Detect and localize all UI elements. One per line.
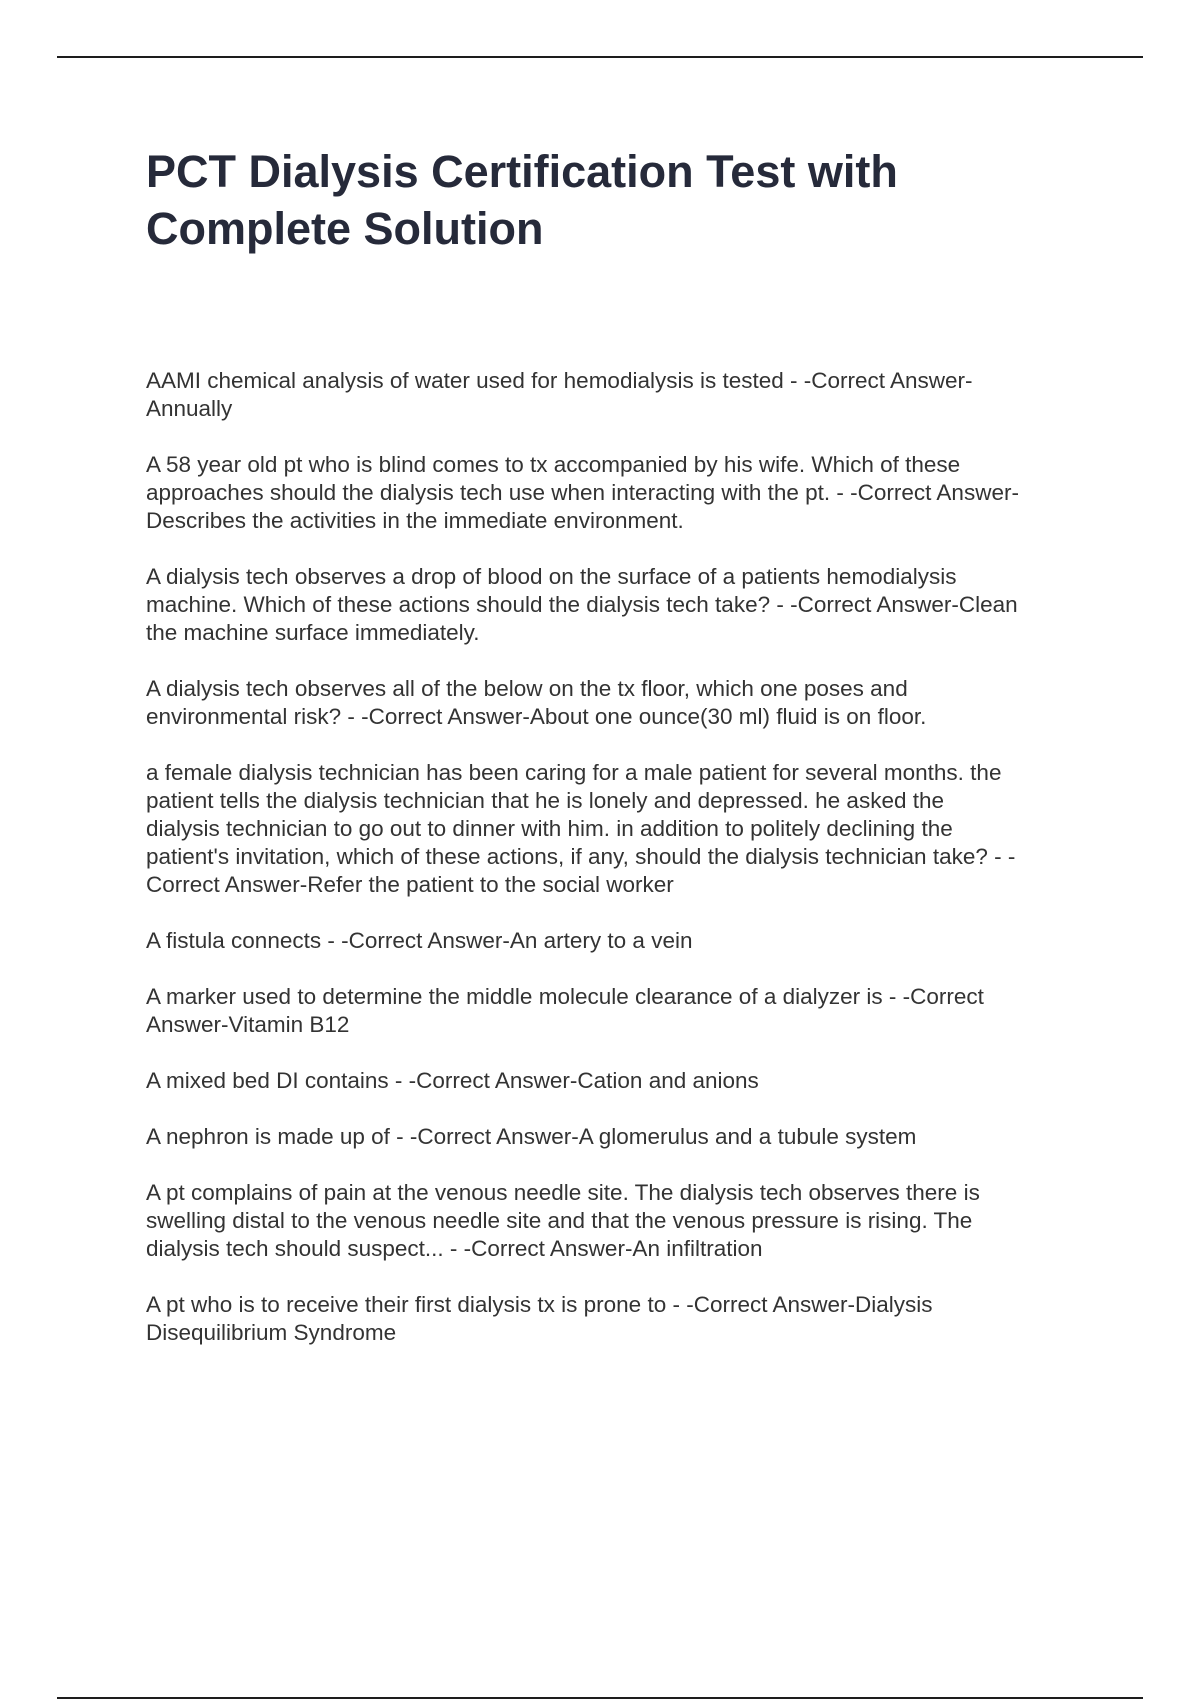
qa-item: AAMI chemical analysis of water used for hemodialysis is tested - -Correct Answer- Annually (146, 368, 973, 421)
qa-item: A dialysis tech observes all of the below on the tx floor, which one poses and environmental risk? - -Correct Answer-About one ounce(30 ml) fluid is on floor. (146, 676, 927, 729)
qa-item: A pt complains of pain at the venous needle site. The dialysis tech observes there is swelling distal to the venous needle site and that the venous pressure is rising. The dialysis tech should suspect... - -Correct Answer-An infiltration (146, 1180, 980, 1261)
qa-item: a female dialysis technician has been caring for a male patient for several months. the patient tells the dialysis technician that he is lonely and depressed. he asked the dialysis technician to go out to dinner with him. in addition to politely declining the patient's invitation, which of these actions, if any, should the dialysis technician take? - - Correct Answer-Refer the patient to the social worker (146, 760, 1016, 897)
bottom-rule (57, 1697, 1143, 1699)
document-title: PCT Dialysis Certification Test with Complete Solution (146, 146, 898, 254)
qa-item: A fistula connects - -Correct Answer-An artery to a vein (146, 928, 693, 953)
qa-item: A 58 year old pt who is blind comes to tx accompanied by his wife. Which of these approaches should the dialysis tech use when interacting with the pt. - -Correct Answer- Describes the activities in the immediate environment. (146, 452, 1019, 533)
qa-item: A dialysis tech observes a drop of blood on the surface of a patients hemodialysis machine. Which of these actions should the dialysis tech take? - -Correct Answer-Clean the machine surface immediately. (146, 564, 1018, 645)
qa-item: A pt who is to receive their first dialysis tx is prone to - -Correct Answer-Dialysis Disequilibrium Syndrome (146, 1292, 933, 1345)
qa-list (146, 367, 1101, 1375)
qa-item: A marker used to determine the middle molecule clearance of a dialyzer is - -Correct Answer-Vitamin B12 (146, 984, 984, 1037)
qa-item: A mixed bed DI contains - -Correct Answer-Cation and anions (146, 1068, 759, 1093)
top-rule (57, 56, 1143, 58)
qa-item: A nephron is made up of - -Correct Answer-A glomerulus and a tubule system (146, 1124, 917, 1149)
